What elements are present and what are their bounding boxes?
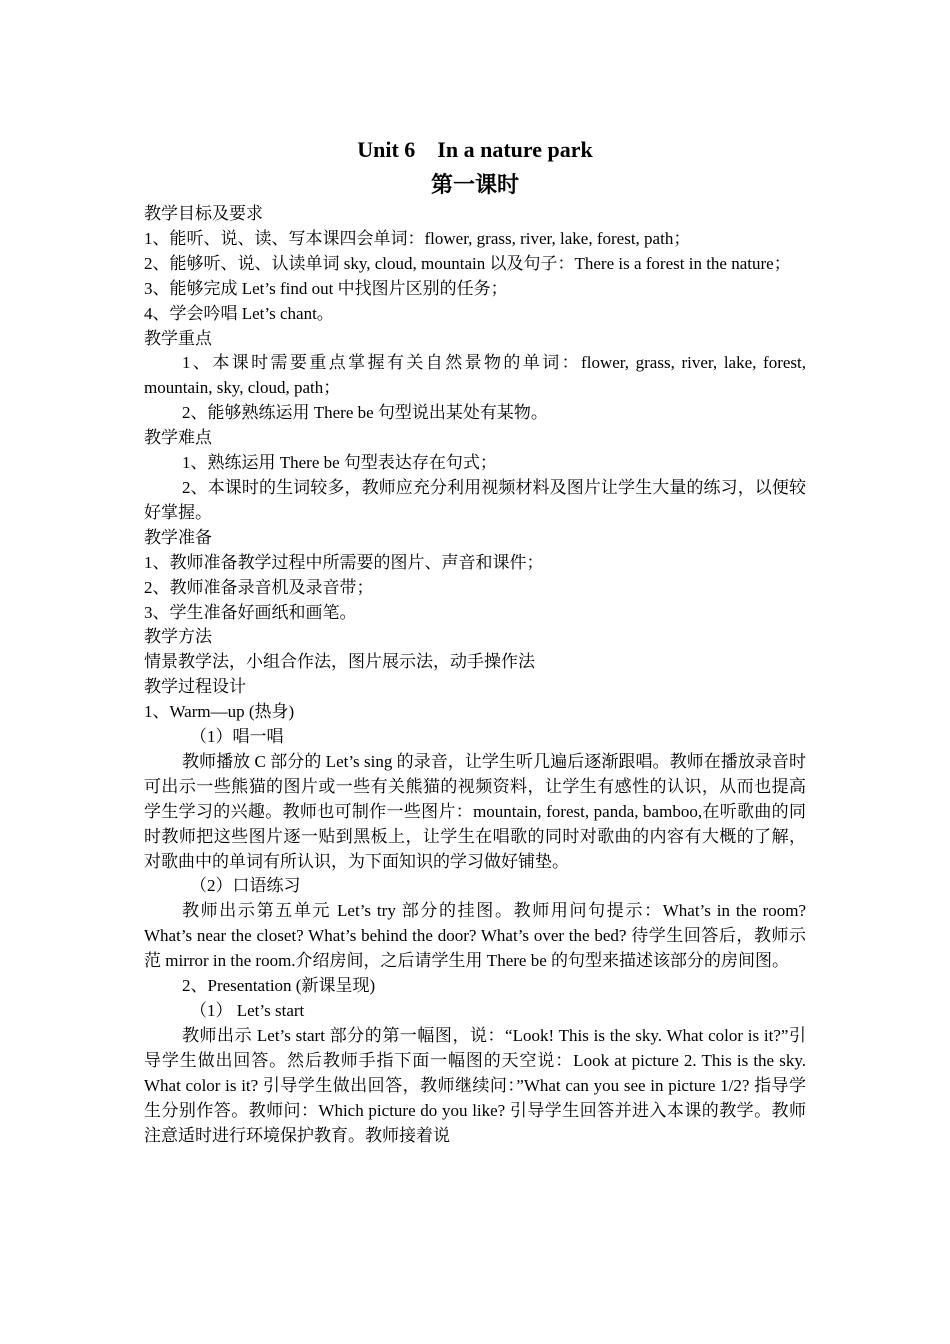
paragraph: 教学重点 [144,328,212,348]
paragraph: 2、能够熟练运用 There be 句型说出某处有某物。 [182,403,548,423]
paragraph: 3、能够完成 Let’s find out 中找图片区别的任务； [144,278,508,298]
paragraph: 1、Warm—up (热身) [144,702,295,722]
paragraph: 2、能够听、说、认读单词 sky, cloud, mountain 以及句子：There is a forest in the nature； [144,253,791,273]
document-body [144,134,806,1148]
paragraph: （2）口语练习 [190,876,301,896]
paragraph: 教学方法 [144,627,212,647]
paragraph: 1、教师准备教学过程中所需要的图片、声音和课件； [144,552,544,572]
paragraph: 教师播放 C 部分的 Let’s sing 的录音，让学生听几遍后逐渐跟唱。教师在播放录音时可出示一些熊猫的图片或一些有关熊猫的视频资料，让学生有感性的认识，从而也提高学生学习的兴趣。教师也可制作一些图片：mountain, forest, panda, bamboo,在听歌曲的同时教师把这些图片逐一贴到黑板上，让学生在唱歌的同时对歌曲的内容有大概的了解，对歌曲中的单词有所认识，为下面知识的学习做好铺垫。 [144,751,806,871]
paragraph: 1、熟练运用 There be 句型表达存在句式； [182,453,497,473]
paragraph: 1、能听、说、读、写本课四会单词：flower, grass, river, lake, forest, path； [144,228,691,248]
paragraph: 教学难点 [144,428,212,448]
paragraph: 2、本课时的生词较多，教师应充分利用视频材料及图片让学生大量的练习，以便较好掌握。 [144,477,806,522]
document-subtitle: 第一课时 [430,172,519,197]
paragraph: 教学目标及要求 [144,204,263,223]
paragraph: 4、学会吟唱 Let’s chant。 [144,303,334,323]
paragraph: 教学过程设计 [144,677,246,697]
paragraph: 2、教师准备录音机及录音带； [144,577,374,597]
paragraph: 2、Presentation (新课呈现) [182,976,376,996]
paragraph: 教学准备 [144,527,212,547]
paragraph: 教师出示第五单元 Let’s try 部分的挂图。教师用问句提示：What’s in the room? What’s near the closet? What’s behind the door? What’s over the bed? 待学生回答后，教师示范 mirror in the room.介绍房间，之后请学生用 There be 的句型来描述该部分的房间图。 [144,901,806,971]
paragraph: 1、本课时需要重点掌握有关自然景物的单词：flower, grass, river, lake, forest, mountain, sky, cloud, path； [144,353,806,398]
paragraph-list [144,202,806,1148]
paragraph: 3、学生准备好画纸和画笔。 [144,602,357,622]
paragraph: （1）唱一唱 [190,727,284,747]
document-title: Unit 6 In a nature park [357,137,593,162]
paragraph: 情景教学法，小组合作法，图片展示法，动手操作法 [144,652,535,672]
paragraph: （1） Let’s start [190,1001,305,1020]
paragraph: 教师出示 Let’s start 部分的第一幅图，说：“Look! This is the sky. What color is it?”引导学生做出回答。然后教师手指下面一幅图的天空说：Look at picture 2. This is the sky. What color is it? 引导学生做出回答，教师继续问：”What can you see in picture 1/2? 指导学生分别作答。教师问：Which picture do you like? 引导学生回答并进入本课的教学。教师注意适时进行环境保护教育。教师接着说 [144,1025,806,1145]
